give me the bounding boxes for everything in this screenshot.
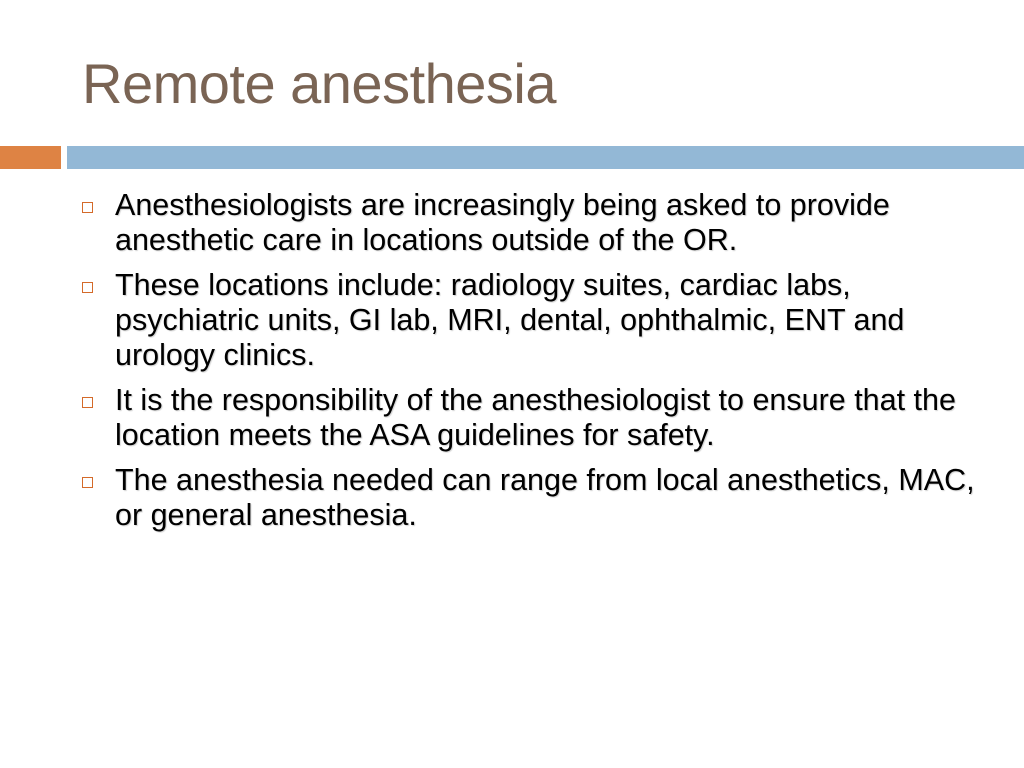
title-band-accent (0, 146, 61, 169)
bullet-text: It is the responsibility of the anesthesiologist to ensure that the location meets the ASA guidelines for safety. (115, 383, 956, 452)
bullet-text: These locations include: radiology suites, cardiac labs, psychiatric units, GI lab, MRI, dental, ophthalmic, ENT and urology clinics. (115, 268, 905, 372)
list-item (80, 268, 980, 373)
hollow-square-icon (82, 202, 93, 213)
hollow-square-icon (82, 397, 93, 408)
hollow-square-icon (82, 477, 93, 488)
bullet-list (80, 188, 980, 543)
list-item (80, 188, 980, 258)
list-item (80, 463, 980, 533)
slide-title: Remote anesthesia (82, 52, 557, 115)
title-band (67, 146, 1024, 169)
list-item (80, 383, 980, 453)
bullet-text: Anesthesiologists are increasingly being asked to provide anesthetic care in locations outside of the OR. (115, 188, 890, 257)
bullet-text: The anesthesia needed can range from local anesthetics, MAC, or general anesthesia. (115, 463, 975, 532)
hollow-square-icon (82, 282, 93, 293)
